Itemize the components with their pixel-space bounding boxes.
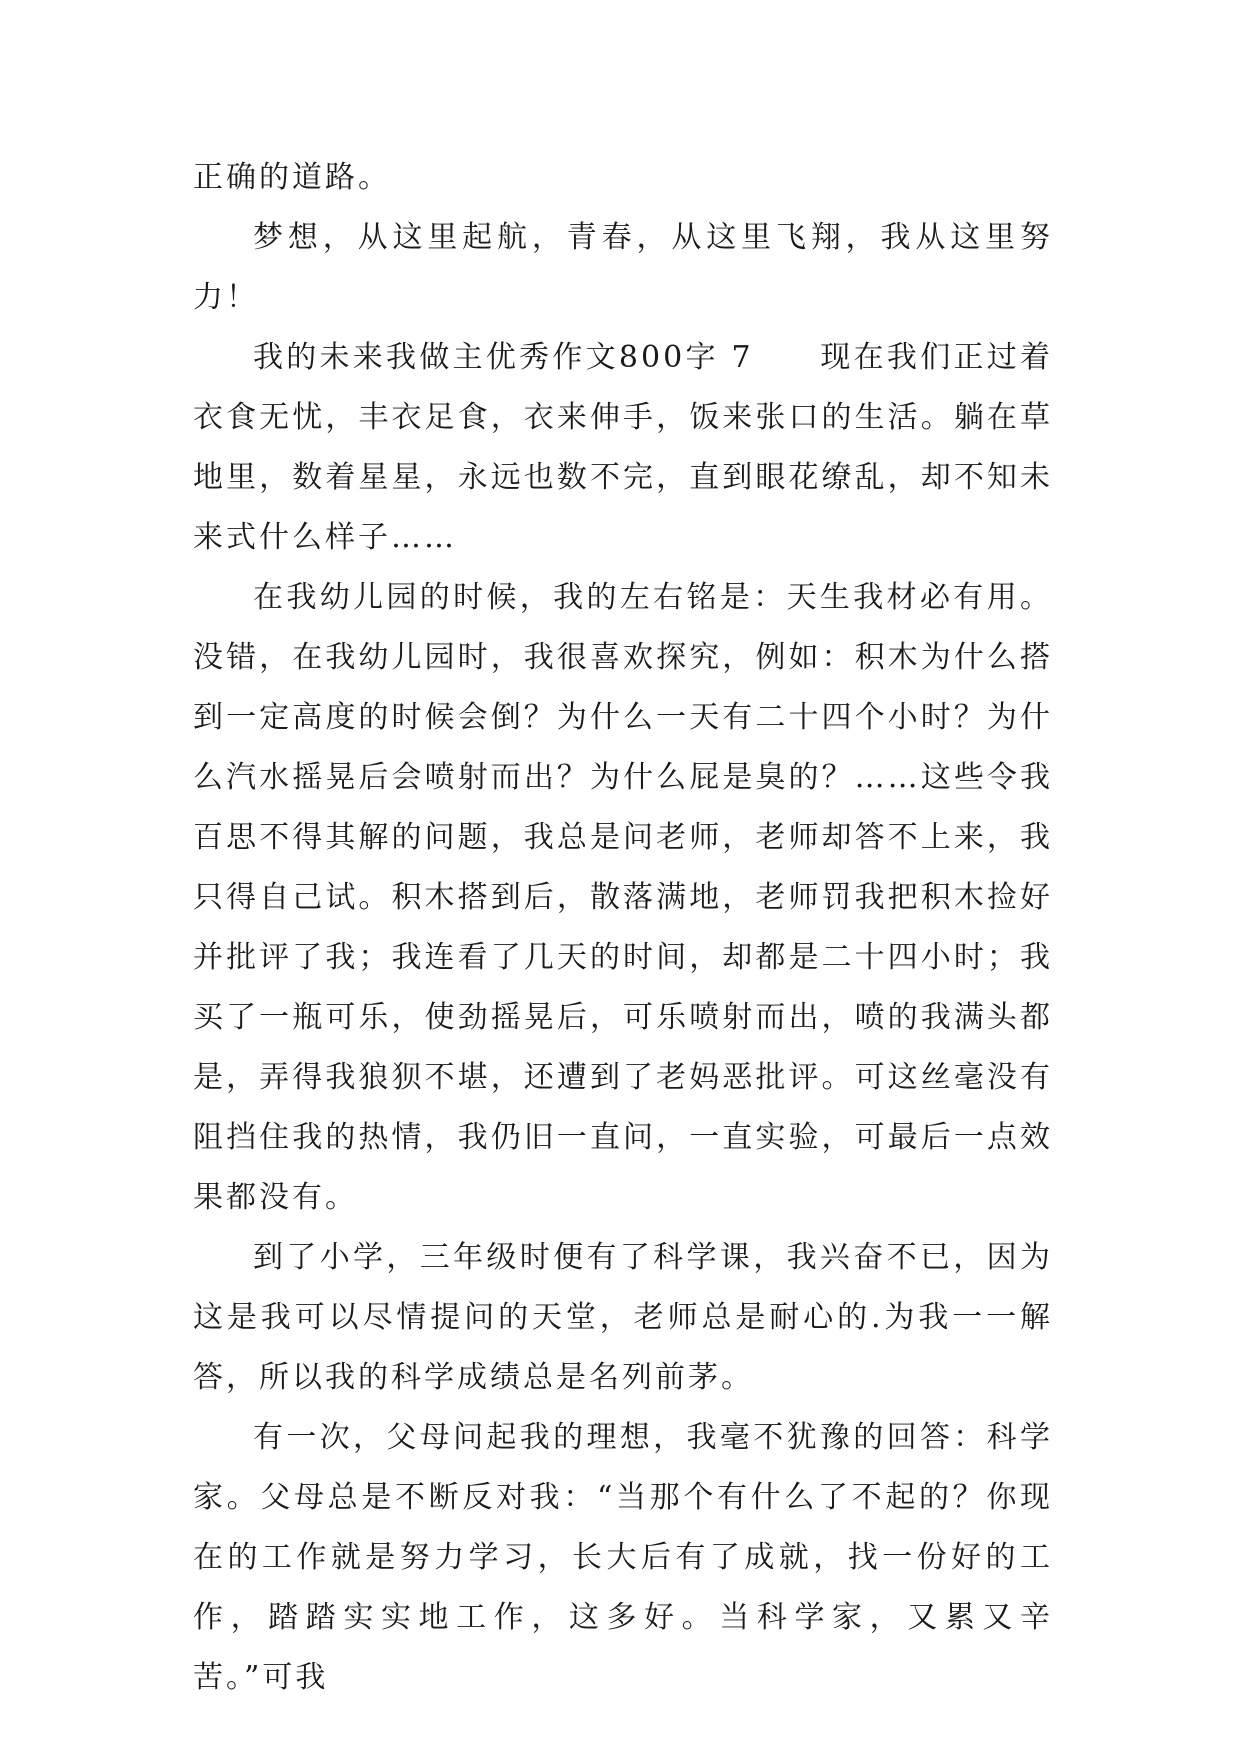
- paragraph-essay-title: 我的未来我做主优秀作文800字 7 现在我们正过着衣食无忧，丰衣足食，衣来伸手，饭来张口的生活。躺在草地里，数着星星，永远也数不完，直到眼花缭乱，却不知未来式什么样子……: [193, 340, 1053, 555]
- paragraph-dream: 梦想，从这里起航，青春，从这里飞翔，我从这里努力！: [193, 220, 1053, 315]
- paragraph-parents: 有一次，父母问起我的理想，我毫不犹豫的回答：科学家。父母总是不断反对我：“当那个有什么了不起的？你现在的工作就是努力学习，长大后有了成就，找一份好的工作，踏踏实实地工作，这多好。当科学家，又累又辛苦。”可我: [193, 1420, 1053, 1695]
- paragraph-primary-school: 到了小学，三年级时便有了科学课，我兴奋不已，因为这是我可以尽情提问的天堂，老师总是耐心的.为我一一解答，所以我的科学成绩总是名列前茅。: [193, 1240, 1053, 1395]
- paragraph-continuation: 正确的道路。: [193, 160, 391, 195]
- body-text: [193, 148, 1053, 1708]
- paragraph-kindergarten: 在我幼儿园的时候，我的左右铭是：天生我材必有用。没错，在我幼儿园时，我很喜欢探究，例如：积木为什么搭到一定高度的时候会倒？为什么一天有二十四个小时？为什么汽水摇晃后会喷射而出？为什么屁是臭的？……这些令我百思不得其解的问题，我总是问老师，老师却答不上来，我只得自己试。积木搭到后，散落满地，老师罚我把积木捡好并批评了我；我连看了几天的时间，却都是二十四小时；我买了一瓶可乐，使劲摇晃后，可乐喷射而出，喷的我满头都是，弄得我狼狈不堪，还遭到了老妈恶批评。可这丝毫没有阻挡住我的热情，我仍旧一直问，一直实验，可最后一点效果都没有。: [193, 580, 1053, 1215]
